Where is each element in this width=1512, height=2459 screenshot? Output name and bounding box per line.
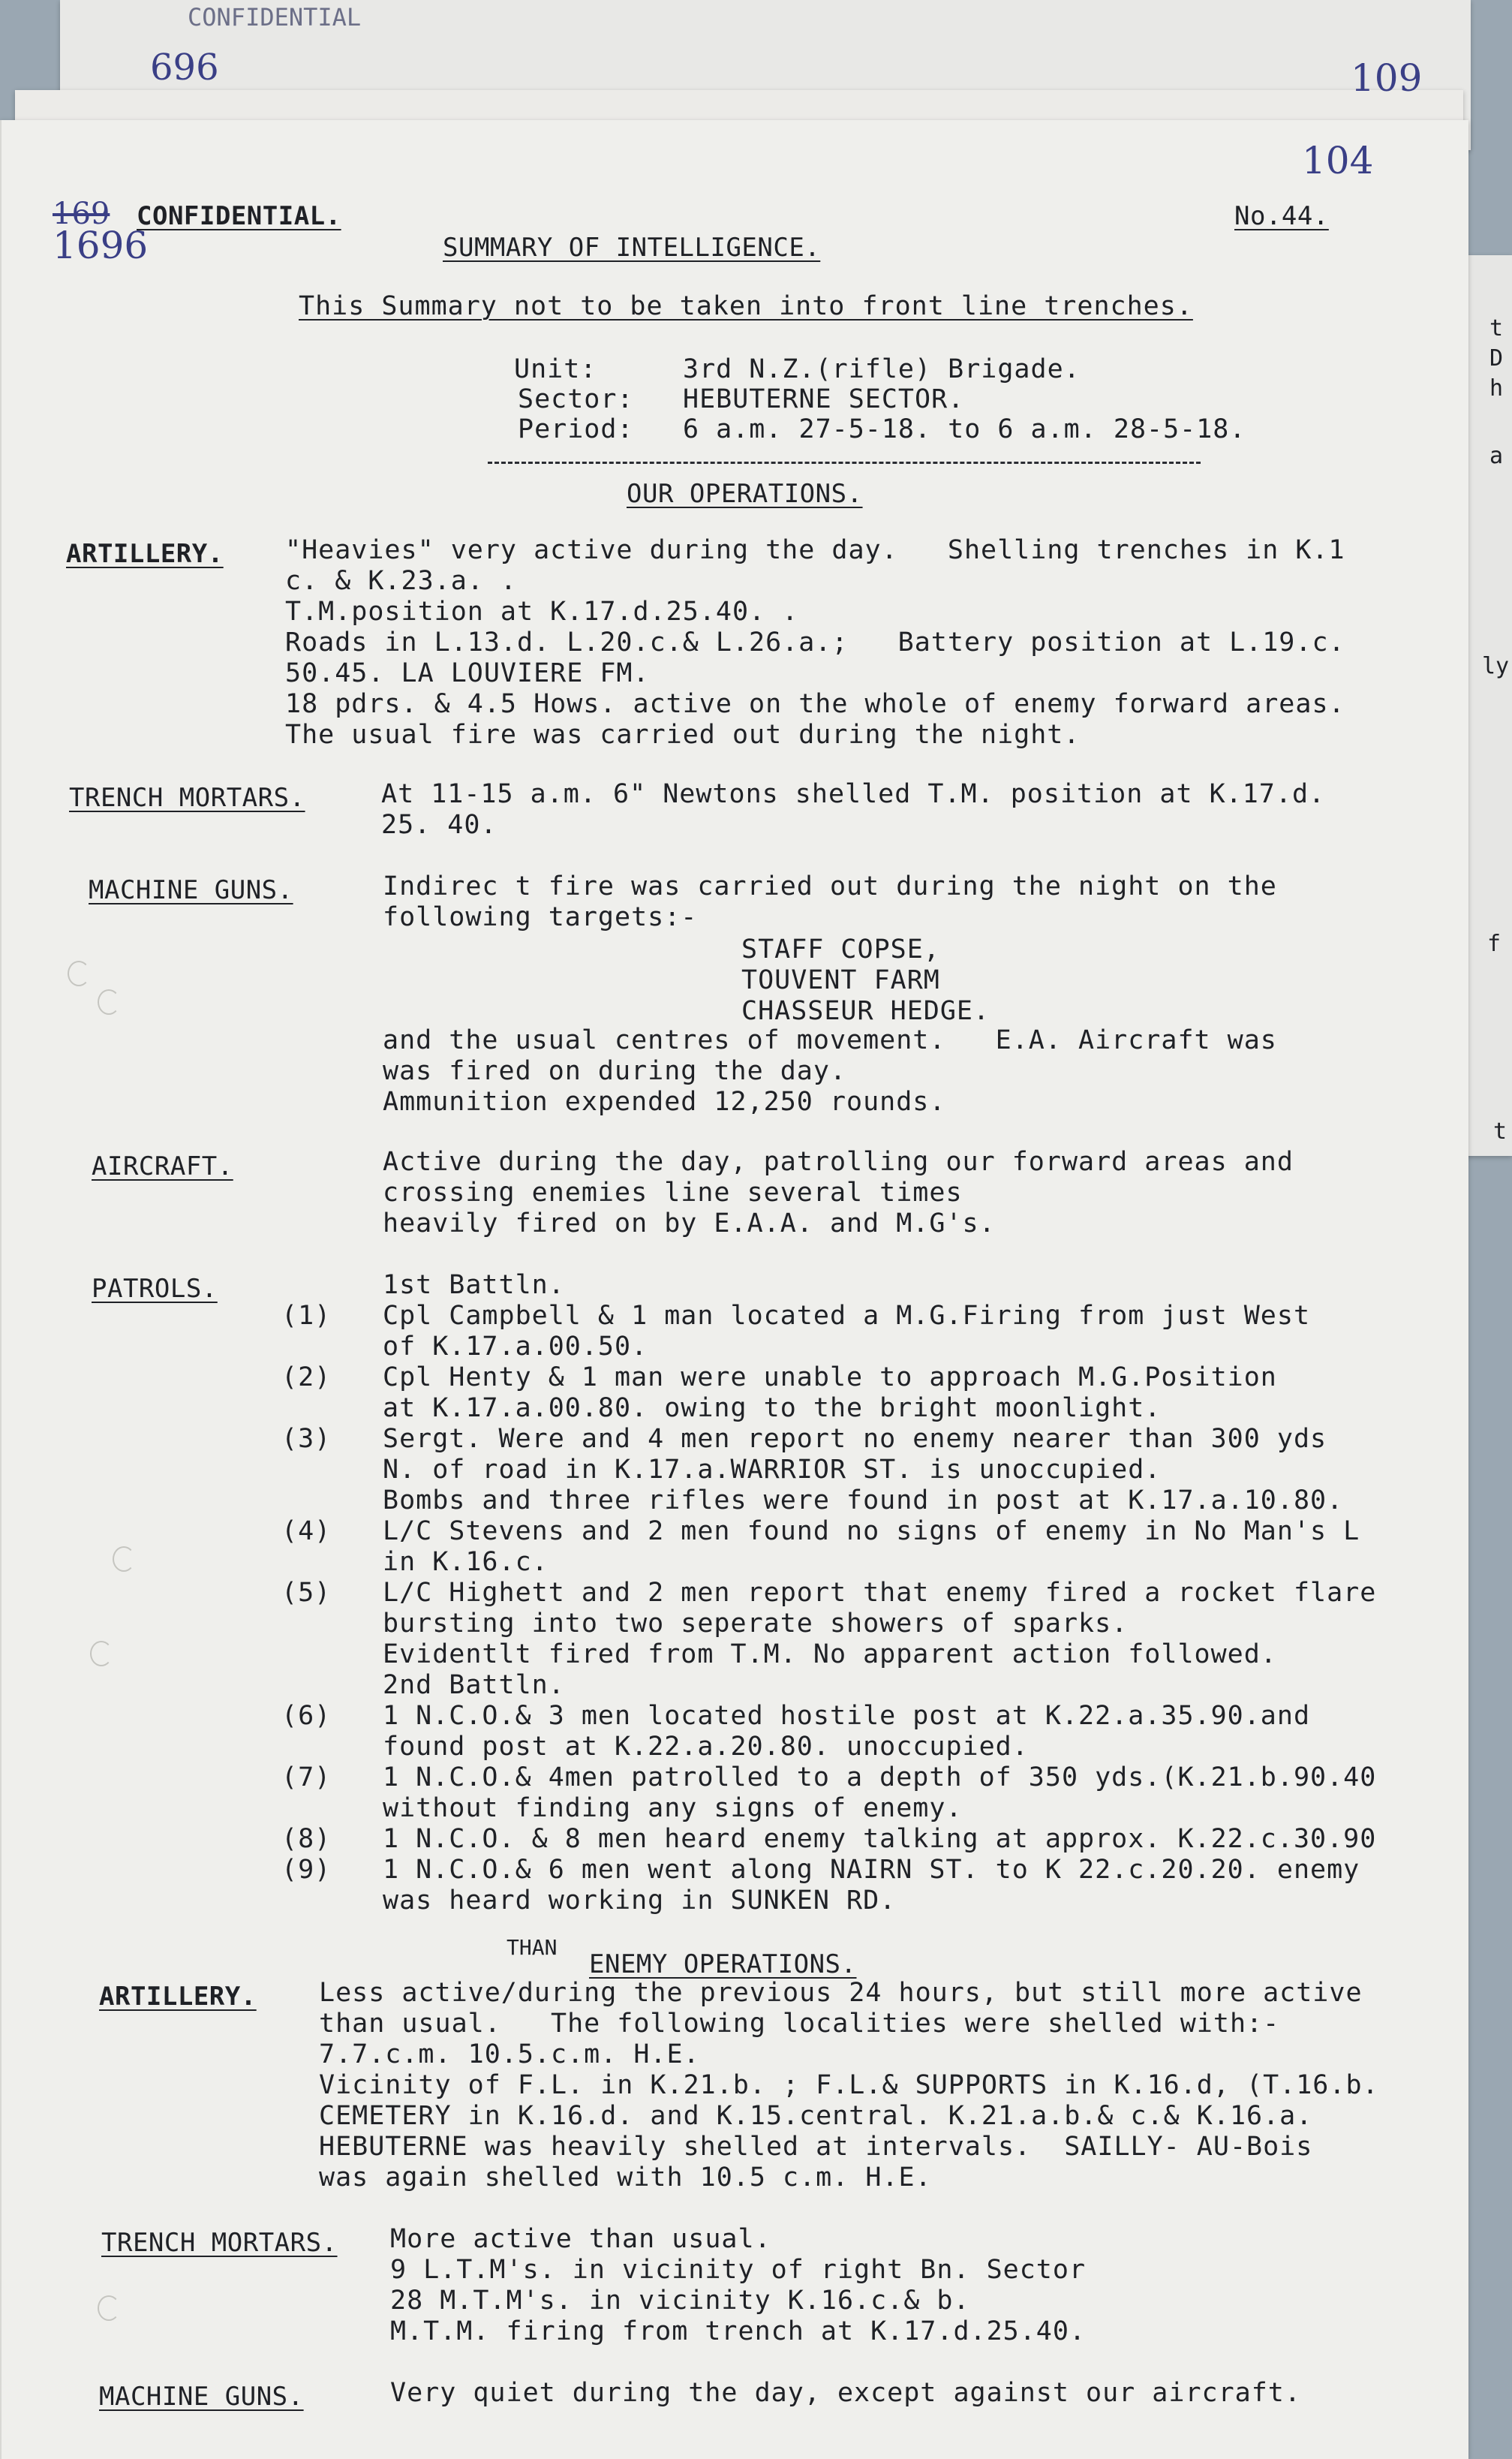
patrol-line: Cpl Henty & 1 man were unable to approach M.G.Position: [383, 1362, 1277, 1392]
margin-fragment: f: [1487, 931, 1501, 957]
our-trench-mortars-line: 25. 40.: [381, 810, 497, 840]
our-artillery-line: Roads in L.13.d. L.20.c.& L.26.a.; Battery position at L.19.c.: [285, 628, 1345, 658]
patrol-line: found post at K.22.a.20.80. unoccupied.: [383, 1732, 1029, 1762]
margin-fragment: a: [1489, 443, 1504, 469]
patrol-line: bursting into two seperate showers of sparks.: [383, 1609, 1129, 1639]
patrol-number: (7): [281, 1762, 332, 1792]
enemy-trench-mortars-label: TRENCH MORTARS.: [101, 2228, 338, 2258]
classification: CONFIDENTIAL.: [137, 201, 341, 231]
our-machine-guns-line: Ammunition expended 12,250 rounds.: [383, 1087, 946, 1117]
patrol-line: Cpl Campbell & 1 man located a M.G.Firing from just West: [383, 1301, 1311, 1331]
patrol-number: (3): [281, 1424, 332, 1454]
patrol-number: (2): [281, 1362, 332, 1392]
period-value: 6 a.m. 27-5-18. to 6 a.m. 28-5-18.: [683, 414, 1246, 444]
patrol-line: was heard working in SUNKEN RD.: [383, 1886, 897, 1916]
patrol-number: (4): [281, 1516, 332, 1546]
our-machine-guns-line: and the usual centres of movement. E.A. Aircraft was: [383, 1025, 1277, 1055]
our-machine-guns-line: following targets:-: [383, 902, 698, 932]
patrols-label: PATROLS.: [92, 1274, 218, 1304]
punch-hole: [113, 1546, 135, 1572]
enemy-trench-mortars-line: 9 L.T.M's. in vicinity of right Bn. Sector: [390, 2255, 1087, 2285]
struck-number: 169: [53, 197, 110, 231]
our-aircraft-line: crossing enemies line several times: [383, 1178, 963, 1208]
unit-value: 3rd N.Z.(rifle) Brigade.: [683, 354, 1081, 384]
our-artillery-line: T.M.position at K.17.d.25.40. .: [285, 597, 799, 627]
patrol-number: (6): [281, 1701, 332, 1731]
header-divider: [488, 462, 1201, 464]
patrol-line: 1 N.C.O. & 8 men heard enemy talking at approx. K.22.c.30.90: [383, 1824, 1377, 1854]
sector-label: Sector:: [518, 384, 634, 414]
enemy-artillery-line: Vicinity of F.L. in K.21.b. ; F.L.& SUPPORTS in K.16.d, (T.16.b.: [319, 2070, 1379, 2100]
our-trench-mortars-line: At 11-15 a.m. 6" Newtons shelled T.M. position at K.17.d.: [381, 779, 1326, 809]
our-machine-guns-line: was fired on during the day.: [383, 1056, 847, 1086]
our-machine-guns-label: MACHINE GUNS.: [89, 875, 293, 905]
patrol-line: at K.17.a.00.80. owing to the bright moonlight.: [383, 1393, 1162, 1423]
period-label: Period:: [518, 414, 634, 444]
unit-label: Unit:: [514, 354, 597, 384]
our-aircraft-line: heavily fired on by E.A.A. and M.G's.: [383, 1208, 996, 1239]
margin-fragment: ly: [1482, 653, 1510, 679]
sector-value: HEBUTERNE SECTOR.: [683, 384, 965, 414]
punch-hole: [90, 1641, 113, 1666]
document-title: SUMMARY OF INTELLIGENCE.: [443, 233, 821, 263]
our-machine-guns-line: Indirec t fire was carried out during the night on the: [383, 871, 1277, 901]
patrol-line: in K.16.c.: [383, 1547, 549, 1577]
mg-target: CHASSEUR HEDGE.: [741, 996, 990, 1026]
mg-target: TOUVENT FARM: [741, 965, 940, 995]
enemy-trench-mortars-line: 28 M.T.M's. in vicinity K.16.c.& b.: [390, 2286, 970, 2316]
enemy-artillery-label: ARTILLERY.: [99, 1982, 257, 2012]
summary-number: No.44.: [1234, 201, 1329, 231]
enemy-machine-guns-line: Very quiet during the day, except against our aircraft.: [390, 2378, 1301, 2408]
our-aircraft-line: Active during the day, patrolling our forward areas and: [383, 1147, 1294, 1177]
insertion-word: THAN: [507, 1935, 558, 1960]
our-artillery-line: "Heavies" very active during the day. Shelling trenches in K.1: [285, 535, 1345, 565]
patrol-line: without finding any signs of enemy.: [383, 1793, 963, 1823]
patrol-line: 1 N.C.O.& 3 men located hostile post at K.22.a.35.90.and: [383, 1701, 1311, 1731]
mg-target: STAFF COPSE,: [741, 935, 940, 965]
patrol-number: (8): [281, 1824, 332, 1854]
patrol-line: Bombs and three rifles were found in post at K.17.a.10.80.: [383, 1485, 1344, 1515]
punch-hole: [68, 961, 90, 986]
hand-number: 1696: [53, 224, 149, 267]
enemy-artillery-line: Less active/during the previous 24 hours, but still more active: [319, 1978, 1363, 2008]
margin-fragment: h: [1489, 375, 1504, 402]
patrol-line: L/C Highett and 2 men report that enemy fired a rocket flare: [383, 1578, 1377, 1608]
our-operations-heading: OUR OPERATIONS.: [627, 479, 863, 509]
enemy-artillery-line: 7.7.c.m. 10.5.c.m. H.E.: [319, 2039, 700, 2069]
enemy-artillery-line: was again shelled with 10.5 c.m. H.E.: [319, 2163, 932, 2193]
patrol-line: Sergt. Were and 4 men report no enemy nearer than 300 yds: [383, 1424, 1327, 1454]
back-page-number-left: 696: [150, 47, 219, 89]
patrol-number: (9): [281, 1855, 332, 1885]
patrol-line: N. of road in K.17.a.WARRIOR ST. is unoccupied.: [383, 1455, 1162, 1485]
patrol-line: 1 N.C.O.& 6 men went along NAIRN ST. to K 22.c.20.20. enemy: [383, 1855, 1360, 1885]
enemy-artillery-line: than usual. The following localities were shelled with:-: [319, 2009, 1280, 2039]
our-artillery-line: 18 pdrs. & 4.5 Hows. active on the whole of enemy forward areas.: [285, 689, 1345, 719]
our-artillery-line: 50.45. LA LOUVIERE FM.: [285, 658, 650, 688]
punch-hole: [98, 2295, 120, 2321]
patrol-line: Evidentlt fired from T.M. No apparent action followed.: [383, 1639, 1277, 1669]
patrol-number: (5): [281, 1578, 332, 1608]
patrol-line: of K.17.a.00.50.: [383, 1332, 648, 1362]
our-trench-mortars-label: TRENCH MORTARS.: [69, 783, 305, 813]
patrol-line: L/C Stevens and 2 men found no signs of enemy in No Man's L: [383, 1516, 1360, 1546]
our-artillery-line: c. & K.23.a. .: [285, 566, 518, 596]
folio-number: 104: [1302, 139, 1374, 182]
enemy-trench-mortars-line: M.T.M. firing from trench at K.17.d.25.40.: [390, 2316, 1087, 2346]
back-stamp: CONFIDENTIAL: [188, 3, 362, 32]
patrol-number: (1): [281, 1301, 332, 1331]
enemy-operations-heading: ENEMY OPERATIONS.: [589, 1949, 857, 1979]
punch-hole: [98, 989, 120, 1015]
caution-line: This Summary not to be taken into front line trenches.: [299, 291, 1193, 321]
enemy-artillery-line: CEMETERY in K.16.d. and K.15.central. K.21.a.b.& c.& K.16.a.: [319, 2101, 1313, 2131]
our-aircraft-label: AIRCRAFT.: [92, 1151, 233, 1181]
battalion-heading: 2nd Battln.: [383, 1670, 565, 1700]
patrol-line: 1 N.C.O.& 4men patrolled to a depth of 350 yds.(K.21.b.90.40: [383, 1762, 1377, 1792]
margin-fragment: t: [1489, 315, 1504, 342]
enemy-machine-guns-label: MACHINE GUNS.: [99, 2382, 304, 2412]
enemy-trench-mortars-line: More active than usual.: [390, 2224, 771, 2254]
margin-fragment: D: [1489, 345, 1504, 372]
enemy-artillery-line: HEBUTERNE was heavily shelled at intervals. SAILLY- AU-Bois: [319, 2132, 1313, 2162]
back-page-number-right: 109: [1351, 56, 1423, 100]
our-artillery-label: ARTILLERY.: [66, 539, 224, 569]
margin-fragment: t: [1493, 1118, 1507, 1145]
battalion-heading: 1st Battln.: [383, 1270, 565, 1300]
our-artillery-line: The usual fire was carried out during the night.: [285, 720, 1081, 750]
